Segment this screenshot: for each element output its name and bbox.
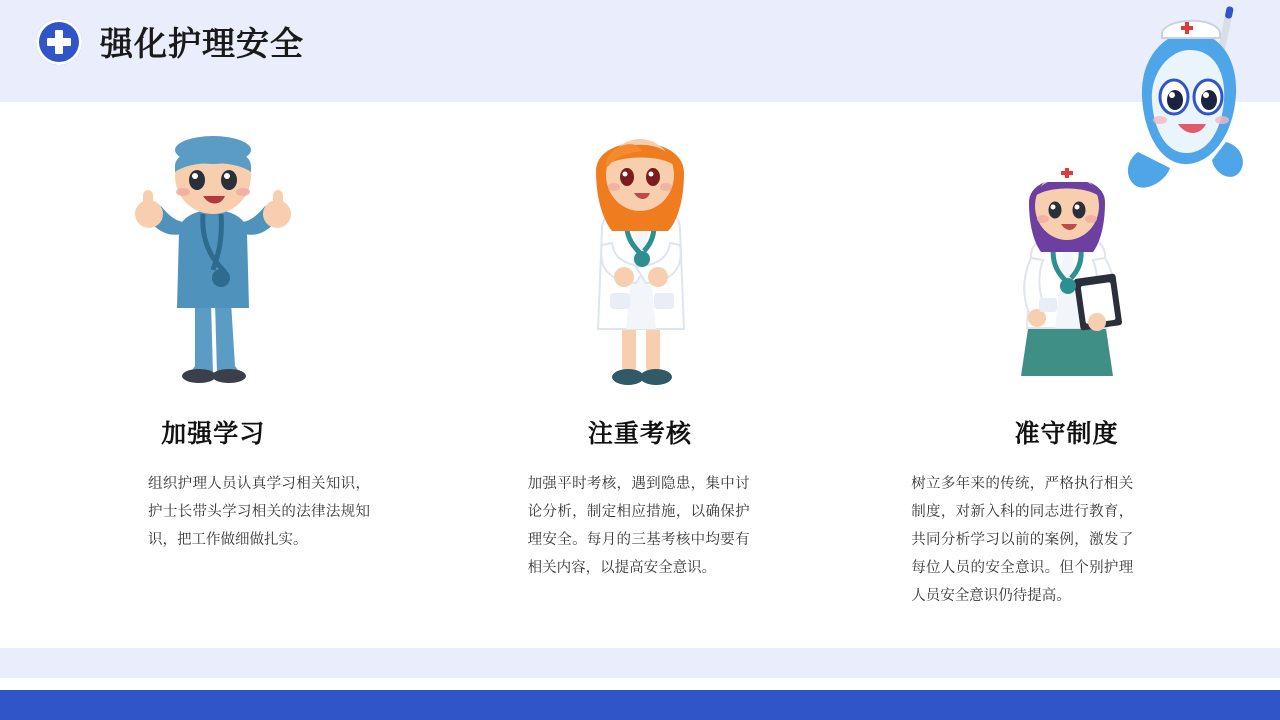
column-body-3: 树立多年来的传统，严格执行相关制度，对新入科的同志进行教育，共同分析学习以前的案例，激发了每位人员的安全意识。但个别护理人员安全意识仍待提高。 xyxy=(911,476,1134,604)
column-body-1: 组织护理人员认真学习相关知识，护士长带头学习相关的法律法规知识，把工作做细做扎实。 xyxy=(148,476,370,548)
header-content xyxy=(36,18,304,65)
medical-cross-badge-icon xyxy=(36,19,82,65)
slide-header xyxy=(0,0,1280,102)
column-title-2: 注重考核 xyxy=(587,420,692,448)
content-column-1 xyxy=(0,102,427,642)
content-column-3 xyxy=(853,102,1280,642)
column-title-3: 准守制度 xyxy=(1014,420,1119,448)
column-title-1: 加强学习 xyxy=(161,420,266,448)
cross-horizontal-bar xyxy=(47,38,71,46)
footer-light-bar xyxy=(0,648,1280,678)
content-column-2 xyxy=(427,102,854,642)
column-body-2: 加强平时考核，遇到隐患，集中讨论分析，制定相应措施，以确保护理安全。每月的三基考核中均要有相关内容，以提高安全意识。 xyxy=(527,476,750,576)
female-nurse-clipboard-illustration xyxy=(853,102,1280,392)
female-doctor-arms-crossed-illustration xyxy=(427,102,854,392)
footer-dark-bar xyxy=(0,690,1280,720)
content-columns xyxy=(0,102,1280,642)
footer-divider xyxy=(0,678,1280,690)
page-title: 强化护理安全 xyxy=(100,25,304,62)
male-nurse-thumbs-up-illustration xyxy=(0,102,427,392)
